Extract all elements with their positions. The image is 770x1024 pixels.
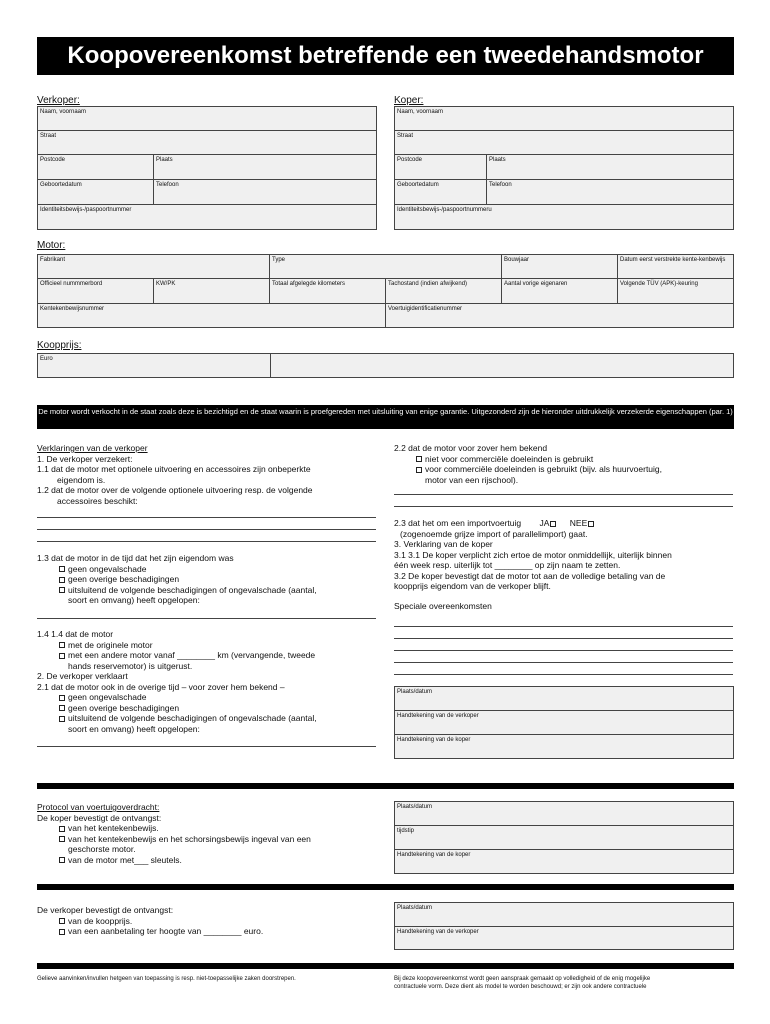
statement-line: 2.3 dat het om een importvoertuig (394, 518, 522, 528)
koopprijs-heading: Koopprijs: (37, 340, 82, 351)
statement-line: 1.3 dat de motor in de tijd dat het zijn eigendom was (37, 553, 234, 563)
field-label: Fabrikant (40, 257, 66, 263)
verkoper-straat-field[interactable] (38, 131, 377, 155)
checkbox-label: uitsluitend de volgende beschadigingen of ongevalschade (aantal, (68, 713, 317, 723)
checkbox[interactable] (59, 587, 65, 593)
checkbox[interactable] (59, 826, 65, 832)
write-line[interactable] (394, 650, 733, 651)
warranty-notice: De motor wordt verkocht in de staat zoals deze is bezichtigd en de staat waarin is proefgereden met uitsluiting van enige garantie. Uitgezonderd zijn de hieronder uitdrukkelijk verzekerde eigenschappen (par. 1) (37, 405, 734, 429)
motor-datum-kenteken-field[interactable] (618, 255, 734, 279)
write-line[interactable] (394, 626, 733, 627)
verkoper-id-field[interactable] (38, 205, 377, 230)
statement-line: één week resp. uiterlijk tot ________ op zijn naam te zetten. (394, 560, 621, 570)
statement-line: (zogenoemde grijze import of parallelimport) gaat. (400, 528, 588, 539)
koper-telefoon-field[interactable] (487, 180, 734, 205)
verkoper-geboortedatum-field[interactable] (38, 180, 154, 205)
field-label: Tachostand (indien afwijkend) (388, 281, 468, 287)
motor-tachostand-field[interactable] (386, 279, 502, 304)
motor-heading: Motor: (37, 240, 66, 251)
verkoper-heading: Verkoper: (37, 95, 80, 106)
motor-type-field[interactable] (270, 255, 502, 279)
checkbox[interactable] (59, 653, 65, 659)
statement-line: geschorste motor. (68, 844, 136, 854)
write-line[interactable] (394, 662, 733, 663)
footer-right-line: contractuele vorm. Deze dient als model te worden beschouwd; er zijn ook andere contractuele (394, 983, 647, 990)
field-label: Kentekenbewijsnummer (40, 306, 105, 312)
checkbox[interactable] (59, 918, 65, 924)
write-line[interactable] (37, 529, 376, 530)
signature-block (394, 686, 734, 759)
koper-id-field[interactable] (395, 205, 734, 230)
field-label: Postcode (40, 157, 66, 163)
field-label: Telefoon (489, 182, 512, 188)
section-2-2 (394, 443, 739, 485)
checkbox-label: geen ongevalschade (68, 563, 147, 574)
koopprijs-words-field[interactable] (271, 354, 733, 377)
statement-line: 3.2 De koper bevestigt dat de motor tot aan de volledige betaling van de (394, 570, 666, 581)
motor-bouwjaar-field[interactable] (502, 255, 618, 279)
field-label: Plaats/datum (397, 905, 433, 911)
handtekening-koper-field[interactable] (395, 735, 734, 759)
field-label: Voertuigidentificatienummer (388, 306, 463, 312)
motor-eigenaren-field[interactable] (502, 279, 618, 304)
statement-line: hands reservemotor) is uitgerust. (68, 660, 193, 671)
field-label: Datum eerst verstrekte kente-kenbewijs (620, 257, 726, 263)
ontvangst-handtekening-verkoper-field[interactable] (395, 927, 734, 950)
section-2-3 (394, 518, 739, 611)
field-label: KW/PK (156, 281, 176, 287)
write-line[interactable] (394, 674, 733, 675)
verkoper-form (37, 106, 377, 230)
checkbox[interactable] (59, 577, 65, 583)
field-label: Handtekening van de koper (397, 852, 471, 858)
ontvangst-section (37, 905, 382, 937)
statement-line: 2. De verkoper verklaart (37, 671, 128, 681)
ja-checkbox[interactable] (550, 521, 556, 527)
speciale-heading: Speciale overeenkomsten (394, 600, 492, 611)
protocol-handtekening-koper-field[interactable] (395, 850, 734, 874)
section-divider (37, 884, 734, 890)
field-label: Officieel nummmerbord (40, 281, 103, 287)
field-label: Identiteitsbewijs-/paspoortnummer (40, 207, 132, 213)
field-label: tijdstip (397, 828, 415, 834)
checkbox[interactable] (416, 456, 422, 462)
statement-line: 1. De verkoper verzekert: (37, 453, 133, 464)
field-label: Geboortedatum (40, 182, 82, 188)
field-label: Geboortedatum (397, 182, 439, 188)
statement-line: 1.1 dat de motor met optionele uitvoering en accessoires zijn onbeperkte (37, 464, 311, 474)
statement-line: eigendom is. (57, 474, 106, 485)
field-label: Volgende TÜV (APK)-keuring (620, 281, 698, 287)
ja-option-label: JA (539, 518, 550, 528)
field-label: Handtekening van de verkoper (397, 713, 479, 719)
statement-line: 2.2 dat de motor voor zover hem bekend (394, 443, 548, 453)
koper-plaats-field[interactable] (487, 155, 734, 180)
motor-kwpk-field[interactable] (154, 279, 270, 304)
write-line[interactable] (37, 541, 376, 542)
checkbox[interactable] (59, 642, 65, 648)
write-line[interactable] (37, 618, 376, 619)
koper-form (394, 106, 734, 230)
field-label: Euro (40, 356, 53, 362)
field-label: Plaats (489, 157, 506, 163)
koper-geboortedatum-field[interactable] (395, 180, 487, 205)
checkbox-label: van het kentekenbewijs. (68, 823, 159, 833)
field-label: Bouwjaar (504, 257, 530, 263)
protocol-tijdstip-field[interactable] (395, 826, 734, 850)
ontvangst-signature-block (394, 902, 734, 950)
checkbox-label: voor commerciële doeleinden is gebruikt (bijv. als huurvoertuig, (425, 464, 663, 474)
statement-line: motor van een rijschool). (425, 474, 519, 485)
checkbox[interactable] (59, 836, 65, 842)
section-1-4 (37, 629, 382, 734)
statement-line: soort en omvang) heeft opgelopen: (68, 595, 200, 605)
motor-kilometers-field[interactable] (270, 279, 386, 304)
checkbox-label: van de koopprijs. (68, 915, 133, 926)
checkbox[interactable] (59, 695, 65, 701)
footer-right-note (394, 976, 739, 991)
field-label: Totaal afgelegde kilometers (272, 281, 346, 287)
field-label: Postcode (397, 157, 423, 163)
statement-line: 2.1 dat de motor ook in de overige tijd – voor zover hem bekend – (37, 681, 285, 692)
field-label: Straat (40, 133, 57, 139)
handtekening-verkoper-field[interactable] (395, 711, 734, 735)
checkbox-label: van de motor met___ sleutels. (68, 854, 182, 865)
statement-line: soort en omvang) heeft opgelopen: (68, 723, 200, 734)
motor-fabrikant-field[interactable] (38, 255, 270, 279)
plaats-datum-field[interactable] (395, 687, 734, 711)
koper-heading: Koper: (394, 95, 424, 106)
section-1-3 (37, 553, 382, 606)
checkbox[interactable] (59, 857, 65, 863)
motor-nummerbord-field[interactable] (38, 279, 154, 304)
field-label: Identiteitsbewijs-/paspoortnummeru (397, 207, 492, 213)
write-line[interactable] (394, 638, 733, 639)
verkoper-telefoon-field[interactable] (154, 180, 377, 205)
field-label: Plaats/datum (397, 689, 433, 695)
footer-right-line: Bij deze koopovereenkomst wordt geen aanspraak gemaakt op volledigheid of de enig mogelijke (394, 976, 651, 982)
footer-left-note: Gelieve aanvinken/invullen hetgeen van toepassing is resp. niet-toepasselijke zaken doorstrepen. (37, 976, 296, 982)
statement-line: 3. Verklaring van de koper (394, 539, 493, 549)
protocol-plaats-datum-field[interactable] (395, 802, 734, 826)
field-label: Straat (397, 133, 414, 139)
checkbox-label: geen overige beschadigingen (68, 574, 180, 584)
page-title: Koopovereenkomst betreffende een tweedehandsmotor (37, 37, 734, 75)
field-label: Aantal vorige eigenaren (504, 281, 568, 287)
statement-line: 1.2 dat de motor over de volgende optionele uitvoering resp. de volgende (37, 485, 313, 495)
nee-option-label: NEE (569, 518, 588, 528)
checkbox[interactable] (59, 716, 65, 722)
koper-postcode-field[interactable] (395, 155, 487, 180)
checkbox-label: met een andere motor vanaf ________ km (vervangende, tweede (68, 650, 316, 660)
motor-kentekenbewijsnummer-field[interactable] (38, 304, 386, 328)
statement-line: De koper bevestigt de ontvangst: (37, 812, 162, 823)
checkbox-label: van het kentekenbewijs en het schorsingsbewijs ingeval van een (68, 833, 311, 844)
verkoper-postcode-field[interactable] (38, 155, 154, 180)
koopprijs-euro-field[interactable] (38, 354, 271, 377)
statement-line: koopprijs eigendom van de verkoper blijft. (394, 581, 551, 591)
protocol-heading: Protocol van voertuigoverdracht: (37, 802, 160, 812)
field-label: Telefoon (156, 182, 179, 188)
checkbox-label: niet voor commerciële doeleinden is gebruikt (425, 453, 594, 464)
field-label: Naam, voornaam (397, 109, 444, 115)
write-line[interactable] (37, 746, 376, 747)
field-label: Handtekening van de verkoper (397, 929, 479, 935)
statement-line: De verkoper bevestigt de ontvangst: (37, 905, 174, 915)
motor-form (37, 254, 734, 328)
checkbox-label: uitsluitend de volgende beschadigingen of ongevalschade (aantal, (68, 584, 317, 595)
statement-line: 3.1 3.1 De koper verplicht zich ertoe de motor onmiddellijk, uiterlijk binnen (394, 549, 672, 560)
ontvangst-plaats-datum-field[interactable] (395, 903, 734, 927)
statement-line: 1.4 1.4 dat de motor (37, 629, 114, 639)
protocol-signature-block (394, 801, 734, 874)
field-label: Plaats (156, 157, 173, 163)
koper-naam-field[interactable] (395, 107, 734, 131)
field-label: Naam, voornaam (40, 109, 87, 115)
checkbox[interactable] (59, 929, 65, 935)
section-divider (37, 783, 734, 789)
koopprijs-form (37, 353, 734, 378)
field-label: Type (272, 257, 286, 263)
section-divider (37, 963, 734, 969)
statement-line: accessoires beschikt: (57, 495, 138, 506)
write-line[interactable] (394, 506, 733, 507)
verkoper-naam-field[interactable] (38, 107, 377, 131)
checkbox[interactable] (59, 566, 65, 572)
koper-straat-field[interactable] (395, 131, 734, 155)
verkoper-plaats-field[interactable] (154, 155, 377, 180)
checkbox-label: geen ongevalschade (68, 692, 147, 702)
nee-checkbox[interactable] (588, 521, 594, 527)
write-line[interactable] (394, 494, 733, 495)
field-label: Plaats/datum (397, 804, 433, 810)
checkbox-label: met de originele motor (68, 639, 153, 650)
motor-apk-field[interactable] (618, 279, 734, 304)
field-label: Handtekening van de koper (397, 737, 471, 743)
checkbox-label: van een aanbetaling ter hoogte van ________ euro. (68, 926, 264, 936)
protocol-section (37, 802, 382, 865)
checkbox-label: geen overige beschadigingen (68, 702, 180, 713)
write-line[interactable] (37, 517, 376, 518)
verklaringen-verkoper (37, 443, 382, 506)
checkbox[interactable] (416, 467, 422, 473)
motor-vin-field[interactable] (386, 304, 734, 328)
verklaringen-heading: Verklaringen van de verkoper (37, 443, 148, 453)
checkbox[interactable] (59, 705, 65, 711)
